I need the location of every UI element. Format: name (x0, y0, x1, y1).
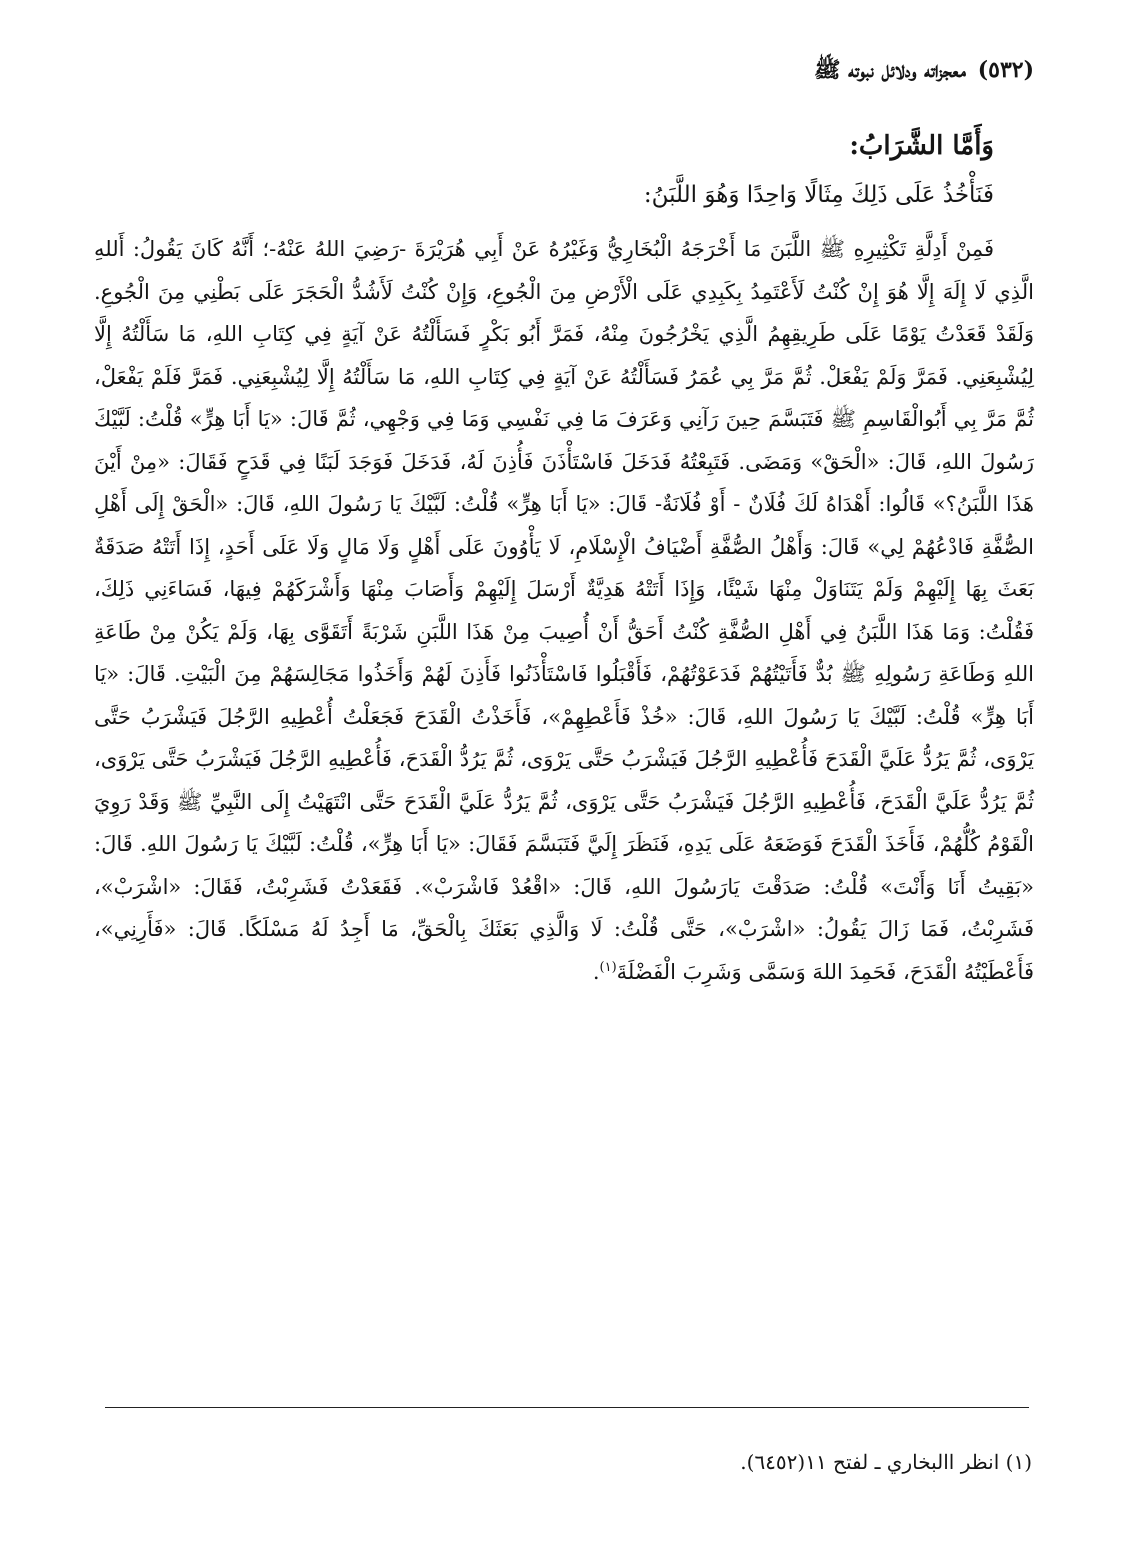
page-number: (٥٣٢) (977, 57, 1034, 83)
footnote: (١) انظر االبخاري ـ لفتح ١١(٦٤٥٢). (740, 1450, 1032, 1474)
body-paragraph (94, 228, 1034, 993)
footnote-divider (105, 1407, 1029, 1408)
section-heading: وَأَمَّا الشَّرَابُ: (849, 131, 994, 161)
footnote-reference[interactable]: (١) (599, 959, 617, 975)
running-header (334, 50, 1034, 90)
running-title: معجزاته ودلائل نبوته ﷺ (813, 57, 967, 83)
paragraph-text: فَمِنْ أَدِلَّةِ تَكْثِيرِهِ ﷺ اللَّبَنَ مَا أَخْرَجَهُ الْبُخَارِيُّ وَغَيْرُهُ عَنْ أَبِي هُرَيْرَةَ -رَضِيَ اللهُ عَنْهُ-؛ أَنَّهُ كَانَ يَقُولُ: أَللهِ الَّذِي لَا إِلَهَ إِلَّا هُوَ إِنْ كُنْتُ لَأَعْتَمِدُ بِكَبِدِي عَلَى الْأَرْضِ مِنَ الْجُوعِ، وَإِنْ كُنْتُ لَأَشُدُّ الْحَجَرَ عَلَى بَطْنِي مِنَ الْجُوعِ. وَلَقَدْ قَعَدْتُ يَوْمًا عَلَى طَرِيقِهِمُ الَّذِي يَخْرُجُونَ مِنْهُ، فَمَرَّ أَبُو بَكْرٍ فَسَأَلْتُهُ عَنْ آيَةٍ فِي كِتَابِ اللهِ، مَا سَأَلْتُهُ إِلَّا لِيُشْبِعَنِي. فَمَرَّ وَلَمْ يَفْعَلْ. ثُمَّ مَرَّ بِي عُمَرُ فَسَأَلْتُهُ عَنْ آيَةٍ فِي كِتَابِ اللهِ، مَا سَأَلْتُهُ إِلَّا لِيُشْبِعَنِي. فَمَرَّ فَلَمْ يَفْعَلْ، ثُمَّ مَرَّ بِي أَبُوالْقَاسِمِ ﷺ فَتَبَسَّمَ حِينَ رَآنِي وَعَرَفَ مَا فِي نَفْسِي وَمَا فِي وَجْهِي، ثُمَّ قَالَ: «يَا أَبَا هِرٍّ» قُلْتُ: لَبَّيْكَ رَسُولَ اللهِ، قَالَ: «الْحَقْ» وَمَضَى. فَتَبِعْتُهُ فَدَخَلَ فَاسْتَأْذَنَ فَأُذِنَ لَهُ، فَدَخَلَ فَوَجَدَ لَبَنًا فِي قَدَحٍ فَقَالَ: «مِنْ أَيْنَ هَذَا اللَّبَنُ؟» قَالُوا: أَهْدَاهُ لَكَ فُلَانٌ - أَوْ فُلَانَةٌ- قَالَ: «يَا أَبَا هِرٍّ» قُلْتُ: لَبَّيْكَ يَا رَسُولَ اللهِ، قَالَ: «الْحَقْ إِلَى أَهْلِ الصُّفَّةِ فَادْعُهُمْ لِي» قَالَ: وَأَهْلُ الصُّفَّةِ أَضْيَافُ الْإِسْلَامِ، لَا يَأْوُونَ عَلَى أَهْلٍ وَلَا مَالٍ وَلَا عَلَى أَحَدٍ، إِذَا أَتَتْهُ صَدَقَةٌ بَعَثَ بِهَا إِلَيْهِمْ وَلَمْ يَتَنَاوَلْ مِنْهَا شَيْئًا، وَإِذَا أَتَتْهُ هَدِيَّةٌ أَرْسَلَ إِلَيْهِمْ وَأَصَابَ مِنْهَا وَأَشْرَكَهُمْ فِيهَا، فَسَاءَنِي ذَلِكَ، فَقُلْتُ: وَمَا هَذَا اللَّبَنُ فِي أَهْلِ الصُّفَّةِ كُنْتُ أَحَقُّ أَنْ أُصِيبَ مِنْ هَذَا اللَّبَنِ شَرْبَةً أَتَقَوَّى بِهَا، وَلَمْ يَكُنْ مِنْ طَاعَةِ اللهِ وَطَاعَةِ رَسُولِهِ ﷺ بُدٌّ فَأَتَيْتُهُمْ فَدَعَوْتُهُمْ، فَأَقْبَلُوا فَاسْتَأْذَنُوا فَأَذِنَ لَهُمْ وَأَخَذُوا مَجَالِسَهُمْ مِنَ الْبَيْتِ. قَالَ: «يَا أَبَا هِرٍّ» قُلْتُ: لَبَّيْكَ يَا رَسُولَ اللهِ، قَالَ: «خُذْ فَأَعْطِهِمْ»، فَأَخَذْتُ الْقَدَحَ فَجَعَلْتُ أُعْطِيهِ الرَّجُلَ فَيَشْرَبُ حَتَّى يَرْوَى، ثُمَّ يَرُدُّ عَلَيَّ الْقَدَحَ فَأُعْطِيهِ الرَّجُلَ فَيَشْرَبُ حَتَّى يَرْوَى، ثُمَّ يَرُدُّ الْقَدَحَ، فَأُعْطِيهِ الرَّجُلَ فَيَشْرَبُ حَتَّى يَرْوَى، ثُمَّ يَرُدُّ عَلَيَّ الْقَدَحَ، فَأُعْطِيهِ الرَّجُلَ فَيَشْرَبُ حَتَّى يَرْوَى، ثُمَّ يَرُدُّ عَلَيَّ الْقَدَحَ حَتَّى انْتَهَيْتُ إِلَى النَّبِيِّ ﷺ وَقَدْ رَوِيَ الْقَوْمُ كُلُّهُمْ، فَأَخَذَ الْقَدَحَ فَوَضَعَهُ عَلَى يَدِهِ، فَنَظَرَ إِلَيَّ فَتَبَسَّمَ فَقَالَ: «يَا أَبَا هِرٍّ»، قُلْتُ: لَبَّيْكَ يَا رَسُولَ اللهِ. قَالَ: «بَقِيتُ أَنَا وَأَنْتَ» قُلْتُ: صَدَقْتَ يَارَسُولَ اللهِ، قَالَ: «اقْعُدْ فَاشْرَبْ». فَقَعَدْتُ فَشَرِبْتُ، فَقَالَ: «اشْرَبْ»، فَشَرِبْتُ، فَمَا زَالَ يَقُولُ: «اشْرَبْ»، حَتَّى قُلْتُ: لَا وَالَّذِي بَعَثَكَ بِالْحَقِّ، مَا أَجِدُ لَهُ مَسْلَكًا. قَالَ: «فَأَرِنِي»، فَأَعْطَيْتُهُ الْقَدَحَ، فَحَمِدَ اللهَ وَسَمَّى وَشَرِبَ الْفَضْلَةَ (94, 237, 1034, 984)
paragraph-closing: . (592, 959, 600, 984)
intro-line: فَنَأْخُذُ عَلَى ذَلِكَ مِثَالًا وَاحِدًا وَهُوَ اللَّبَنُ: (643, 182, 994, 208)
